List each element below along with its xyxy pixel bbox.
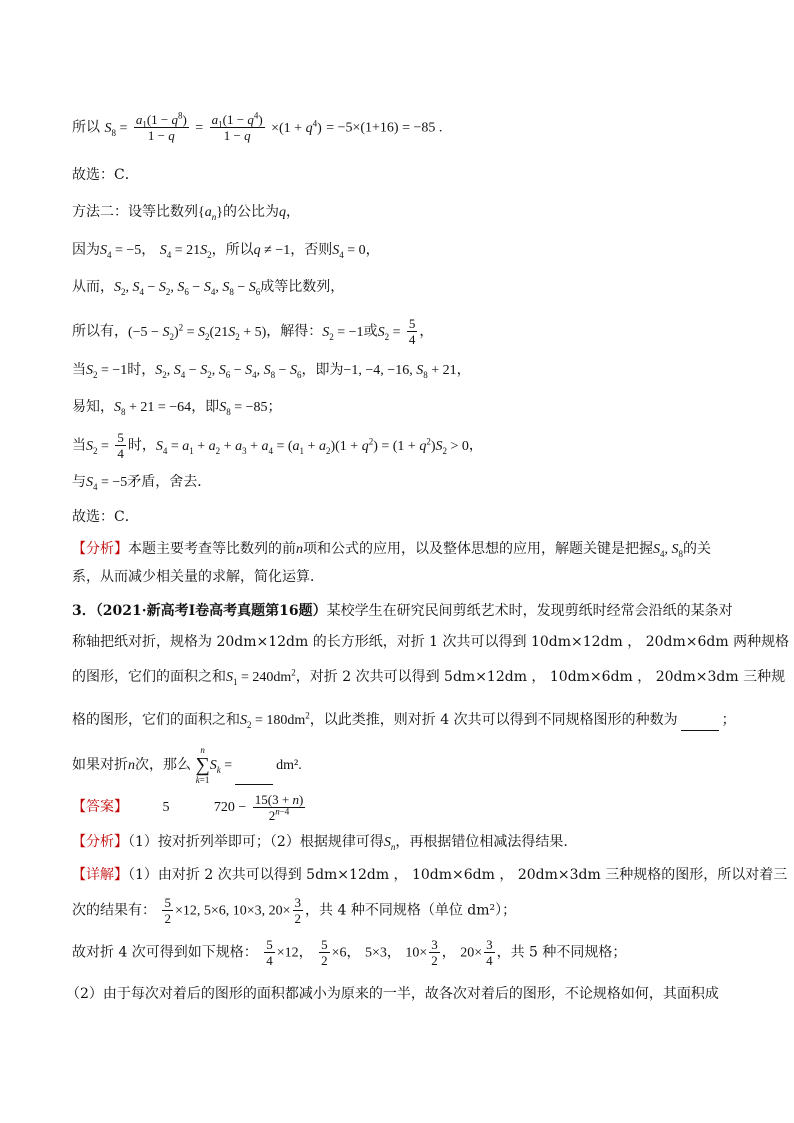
text: 次的结果有： xyxy=(72,902,156,919)
math: $\times(1 + q^4)$ xyxy=(271,117,322,136)
analysis-line xyxy=(72,832,568,853)
text: 的公比为 xyxy=(222,204,279,220)
text: 或 xyxy=(363,323,378,340)
math: $(-5 - S_2)^2 = S_2(21S_2 + 5)$ xyxy=(128,321,267,342)
text: ，共 5 种不同规格； xyxy=(496,944,627,961)
text: ，共 4 种不同规格（单位 dm²）； xyxy=(305,902,517,919)
fraction: $\frac{5}{4}$ xyxy=(408,316,416,347)
fraction: $\frac{5}{2}$ xyxy=(164,895,171,926)
math: q ≠ −1 xyxy=(253,243,291,258)
text: （1）由对折 2 次共可以得到 5dm×12dm ， 10dm×6dm ， 20dm×3dm 三种规格的图形，所以对着三 xyxy=(128,867,788,883)
problem3-line1 xyxy=(72,601,733,621)
text: 时， xyxy=(127,362,156,378)
math: = xyxy=(195,120,204,136)
method2-solve: 所以有，$(-5 - S_2)^2 = S_2(21S_2 + 5)$，解得：$S_2 = -1$或$S_2$ = $\frac{5}{4}$ ， xyxy=(72,316,434,347)
math: $S_2$, $S_4 - S_2$, $S_6 - S_4$, $S_8 - S_6$ xyxy=(155,363,302,380)
text: 故对折 4 次可得到如下规格： xyxy=(72,944,258,961)
math: $S_4 = 0$ xyxy=(332,243,366,260)
fraction: $\frac{a_1(1 - q^4)}{1 - q}$ xyxy=(211,110,263,143)
text: 某校学生在研究民间剪纸艺术时，发现剪纸时经常会沿纸的某条对 xyxy=(326,603,733,619)
answer-value-2: 720 − xyxy=(213,800,247,815)
method1-conclusion xyxy=(72,112,442,143)
text: 的关 xyxy=(683,541,711,557)
analysis-note-1 xyxy=(72,539,711,560)
detail-tag: 【详解】 xyxy=(72,867,128,883)
math: $S_2$ = xyxy=(86,438,109,456)
method1-choice: 故选：C． xyxy=(72,167,139,183)
answer-tag: 【答案】 xyxy=(72,799,128,815)
math: $S_4 = a_1 + a_2 + a_3 + a_4 = (a_1 + a_2)(1 + q^2) = (1 + q^2)S_2 > 0$ xyxy=(155,435,469,456)
text: （1）按对折列举即可；（2）根据规律可得 xyxy=(128,834,384,850)
answer-blank xyxy=(235,770,273,785)
math: $S_8 + 21 = -64$ xyxy=(114,400,192,417)
problem3-line3 xyxy=(72,667,785,688)
method2-easy: 易知，$S_8 + 21 = -64$，即$S_8 = -85$； xyxy=(72,399,282,417)
math: 10× xyxy=(405,945,428,961)
text: 时， xyxy=(127,437,156,454)
text: ，对折 2 次共可以得到 5dm×12dm ， 10dm×6dm ， 20dm×3dm 三种规 xyxy=(295,669,786,685)
math: $S_4 = -5$ xyxy=(86,475,128,492)
analysis-tag: 【分析】 xyxy=(72,834,128,850)
fraction: $\frac{3}{4}$ xyxy=(486,937,493,968)
answer-blank xyxy=(681,716,719,731)
text: 与 xyxy=(72,474,86,490)
fraction: $\frac{5}{2}$ xyxy=(321,937,328,968)
text: 的图形，它们的面积之和 xyxy=(72,669,226,685)
fraction: $\frac{3}{2}$ xyxy=(431,937,438,968)
fraction: $\frac{a_1(1 - q^8)}{1 - q}$ xyxy=(135,110,187,143)
math: $S_2$, $S_4 - S_2$, $S_6 - S_4$, $S_8 - S_6$ xyxy=(114,280,261,297)
math: $S_n$ xyxy=(383,835,396,852)
text: 当 xyxy=(72,437,86,454)
method2-because: 因为$S_4 = -5$， $S_4 = 21S_2$，所以q ≠ −1，否则$S_4 = 0$， xyxy=(72,242,380,260)
text: 成等比数列， xyxy=(260,279,345,295)
math: 5×3 xyxy=(364,945,387,961)
answer-value-1: 5 xyxy=(162,800,170,815)
text: 如果对折 xyxy=(72,757,128,773)
text: ，再根据错位相减法得结果. xyxy=(395,834,568,850)
text: 所以 xyxy=(72,119,100,136)
problem3-line4: 格的图形，它们的面积之和$S_2 = 180dm^2$，以此类推，则对折 4 次共可以得到不同规格图形的种数为 ； xyxy=(72,710,736,730)
detail-line1 xyxy=(72,865,787,885)
problem-source: （2021·新高考Ⅰ卷高考真题第16题） xyxy=(95,603,327,619)
math: $S_2 = 180dm^2$ xyxy=(240,710,310,730)
math: 20× xyxy=(460,945,483,961)
math: $S_4 = 21S_2$ xyxy=(159,243,212,260)
text: 所以有， xyxy=(72,323,128,340)
math: $\{a_n\}$ xyxy=(198,205,223,222)
analysis-tag: 【分析】 xyxy=(72,541,128,557)
method2-when2: 当$S_2$ = $\frac{5}{4}$ 时，$S_4 = a_1 + a_2 + a_3 + a_4 = (a_1 + a_2)(1 + q^2) = (1 + q^2)S_2 > 0$， xyxy=(72,430,483,461)
text: 从而， xyxy=(72,279,114,295)
math: $S_2$ = xyxy=(377,324,401,342)
text: 易知， xyxy=(72,399,114,415)
fraction: $\frac{3}{2}$ xyxy=(294,895,302,926)
text: ，即 xyxy=(191,399,220,415)
detail-line3: 故对折 4 次可得到如下规格： $\frac{5}{4}$ ×12， $\frac{5}{2}$ ×6， 5×3， 10× $\frac{3}{2}$ ， 20× $\frac{3}{4}$ ，共 5 种不同规格； xyxy=(72,937,627,968)
text: 项和公式的应用，以及整体思想的应用，解题关键是把握 xyxy=(303,541,653,557)
text: ，否则 xyxy=(290,242,333,258)
math: n xyxy=(296,542,303,557)
text: ，所以 xyxy=(211,242,254,258)
math-s8: $S_8$ = xyxy=(104,120,128,138)
math: −1, −4, −16, $S_8 + 21$ xyxy=(343,363,457,380)
math: $S_1 = 240dm^2$ xyxy=(226,667,296,687)
math: q xyxy=(278,205,286,220)
text: 矛盾，舍去． xyxy=(127,474,212,490)
analysis-note-2: 系，从而减少相关量的求解，简化运算． xyxy=(72,569,324,585)
fraction: $\frac{5}{4}$ xyxy=(117,430,124,461)
detail-line2 xyxy=(72,895,516,927)
text: 次，那么 xyxy=(135,757,191,773)
problem3-line2: 称轴把纸对折，规格为 20dm×12dm 的长方形纸，对折 1 次共可以得到 10dm×12dm ， 20dm×6dm 两种规格 xyxy=(72,634,790,650)
text: ，解得： xyxy=(266,323,323,340)
text: 当 xyxy=(72,362,86,378)
text: ，即为 xyxy=(301,362,344,378)
math: $S_4 = -5$ xyxy=(100,243,142,260)
text: 格的图形，它们的面积之和 xyxy=(72,712,240,728)
math: $S_k$ = xyxy=(209,758,233,775)
method2-contradict xyxy=(72,472,211,493)
method2-intro: 方法二：设等比数列$\{a_n\}$的公比为q， xyxy=(72,204,300,222)
math: ×6 xyxy=(331,945,347,961)
sum-symbol: n ∑ k=1 xyxy=(195,745,210,785)
math: $S_8 = -85$ xyxy=(219,400,268,417)
detail-line4: （2）由于每次对着后的图形的面积都减小为原来的一半，故各次对着后的图形，不论规格如何，其面积成 xyxy=(66,986,719,1002)
fraction: $\frac{15(3 + n)}{2^{n-4}}$ xyxy=(254,791,304,823)
text: 本题主要考查等比数列的前 xyxy=(128,541,296,557)
method2-choice: 故选：C． xyxy=(72,509,139,525)
answer-line xyxy=(72,790,307,825)
problem3-line5 xyxy=(72,745,302,785)
math: $S_4$, $S_8$ xyxy=(653,542,683,559)
text: 因为 xyxy=(72,242,100,258)
text: ，以此类推，则对折 4 次共可以得到不同规格图形的种数为 xyxy=(309,712,678,728)
math: $S_2 = -1$ xyxy=(86,363,128,380)
text: 方法二：设等比数列 xyxy=(72,204,198,220)
method2-thus xyxy=(72,277,344,298)
math: ×12 xyxy=(276,945,299,961)
math: ×12, 5×6, 10×3, 20× xyxy=(174,903,291,919)
math: n xyxy=(128,758,135,773)
math: $S_2 = -1$ xyxy=(322,324,364,342)
math: = −5×(1+16) = −85 . xyxy=(326,120,443,136)
method2-when1: 当$S_2 = -1$时，$S_2$, $S_4 - S_2$, $S_6 - S_4$, $S_8 - S_6$，即为−1, −4, −16, $S_8 + 21$， xyxy=(72,362,471,380)
problem-number: 3． xyxy=(72,603,96,619)
unit: dm². xyxy=(276,758,302,773)
fraction: $\frac{5}{4}$ xyxy=(266,937,273,968)
